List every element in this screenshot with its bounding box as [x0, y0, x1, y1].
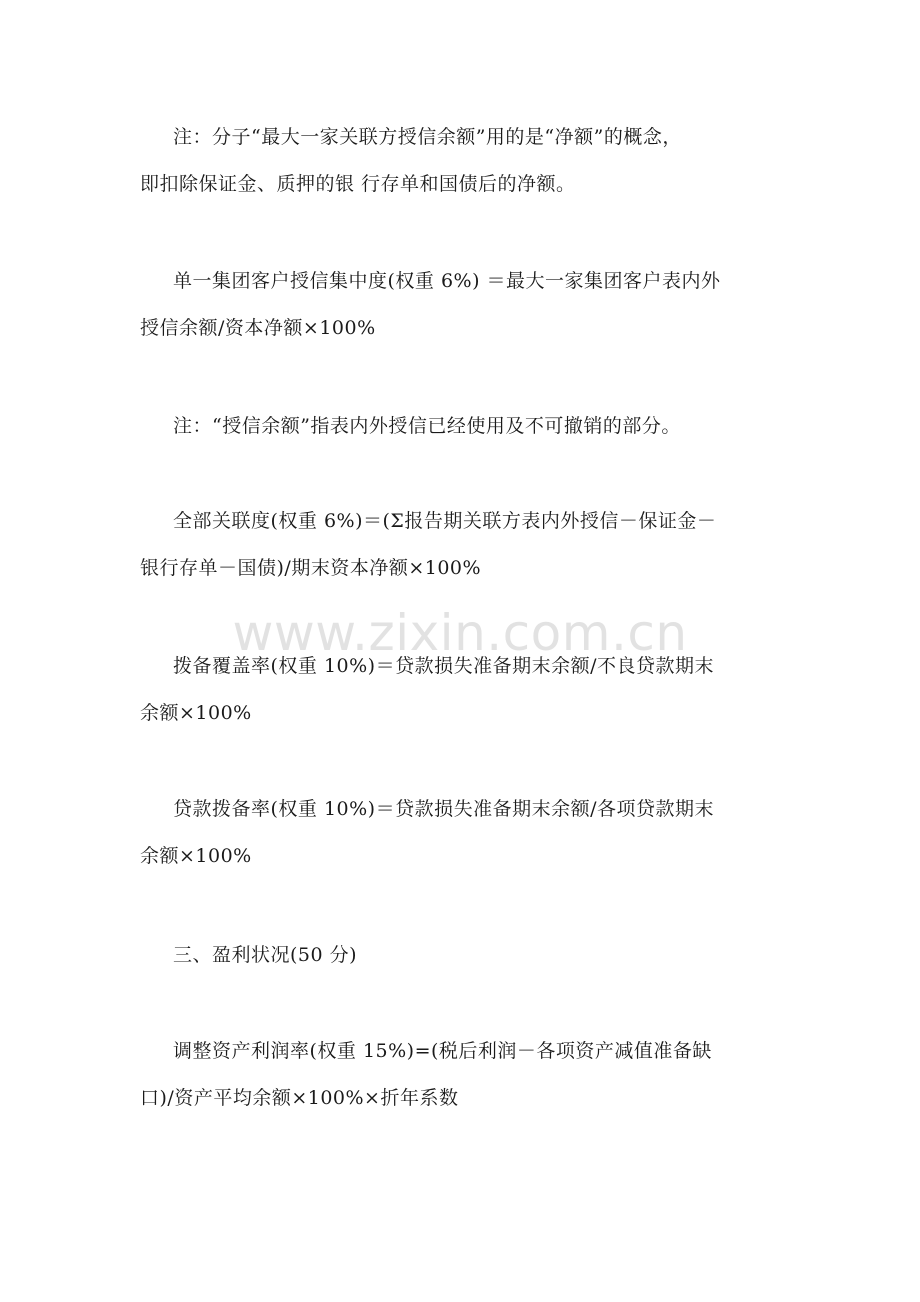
section-heading-profitability — [140, 932, 785, 979]
paragraph-line: 全部关联度(权重 6%)＝(Σ报告期关联方表内外授信－保证金－ — [173, 510, 717, 532]
paragraph-line: 银行存单－国债)/期末资本净额×100% — [140, 557, 482, 579]
single-group-concentration-formula — [140, 258, 785, 352]
paragraph-line: 调整资产利润率(权重 15%)=(税后利润－各项资产减值准备缺 — [173, 1040, 712, 1062]
paragraph-line: 余额×100% — [140, 845, 252, 867]
provision-coverage-formula — [140, 643, 785, 737]
paragraph-line: 余额×100% — [140, 702, 252, 724]
paragraph-line: 口)/资产平均余额×100%×折年系数 — [140, 1087, 459, 1109]
paragraph-line: 注：“授信余额”指表内外授信已经使用及不可撤销的部分。 — [173, 415, 681, 437]
watermark: www.zixin.com.cn — [232, 604, 688, 662]
loan-provision-rate-formula — [140, 786, 785, 880]
paragraph-line: 即扣除保证金、质押的银 行存单和国债后的净额。 — [140, 173, 576, 195]
note-credit-balance — [140, 403, 785, 450]
paragraph-line: 注：分子“最大一家关联方授信余额”用的是“净额”的概念， — [173, 126, 682, 148]
note-largest-related-party — [140, 114, 785, 208]
section-heading: 三、盈利状况(50 分) — [173, 944, 358, 966]
paragraph-line: 拨备覆盖率(权重 10%)＝贷款损失准备期末余额/不良贷款期末 — [173, 655, 714, 677]
adjusted-roa-formula — [140, 1028, 785, 1122]
paragraph-line: 单一集团客户授信集中度(权重 6%) ＝最大一家集团客户表内外 — [173, 270, 721, 292]
paragraph-line: 授信余额/资本净额×100% — [140, 317, 376, 339]
paragraph-line: 贷款拨备率(权重 10%)＝贷款损失准备期末余额/各项贷款期末 — [173, 798, 714, 820]
total-related-degree-formula — [140, 498, 785, 592]
